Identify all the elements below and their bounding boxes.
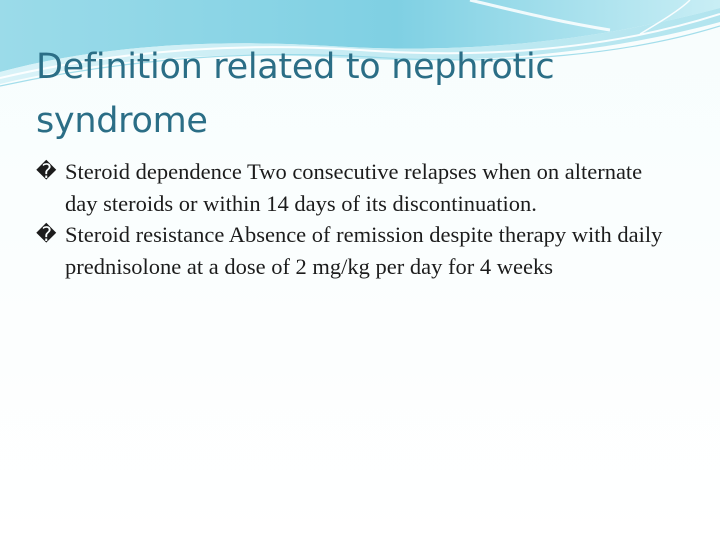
bullet-glyph-icon: � (36, 159, 57, 183)
bullet-list (36, 156, 676, 282)
bullet-text: Steroid dependence Two consecutive relapses when on alternate day steroids or within 14 days of its discontinuation. (65, 159, 643, 216)
slide-title: Definition related to nephrotic syndrome (36, 47, 555, 141)
bullet-text: Steroid resistance Absence of remission despite therapy with daily prednisolone at a dose of 2 mg/kg per day for 4 weeks (65, 222, 663, 279)
bullet-item-steroid-dependence (36, 156, 676, 219)
bullet-item-steroid-resistance (36, 219, 676, 282)
bullet-glyph-icon: � (36, 222, 57, 246)
